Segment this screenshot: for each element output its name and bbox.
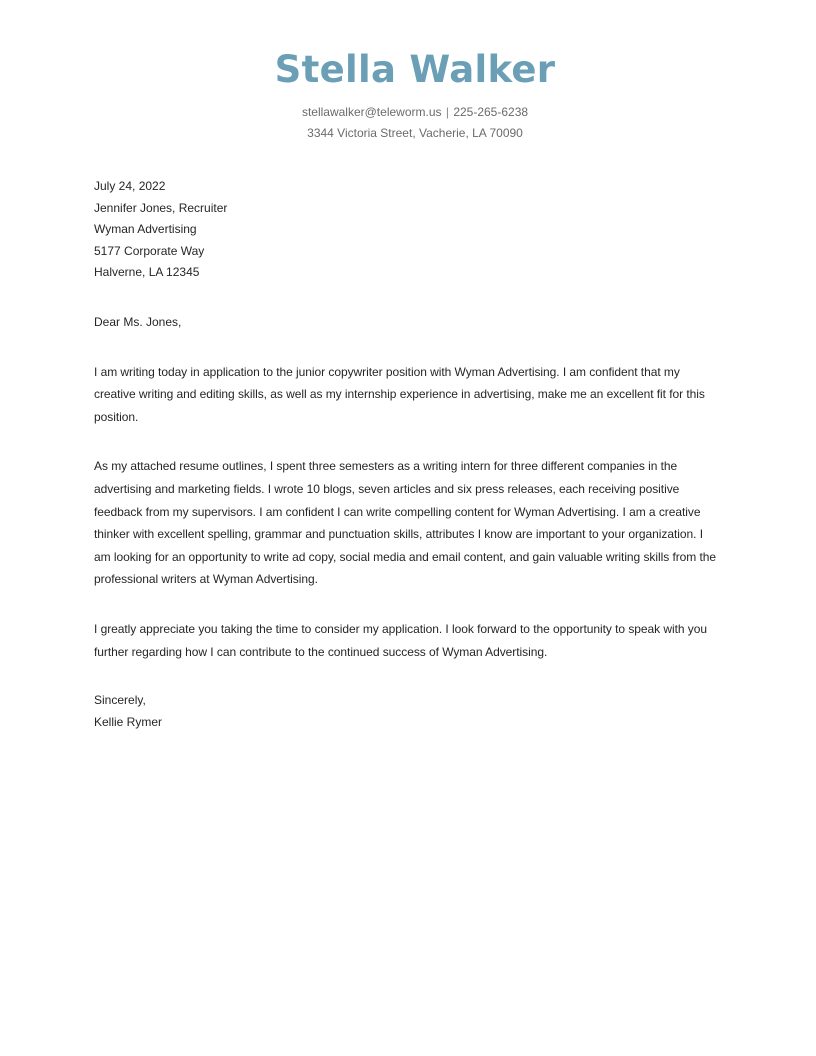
salutation: Dear Ms. Jones, <box>94 314 182 329</box>
phone-number: 225-265-6238 <box>453 105 529 119</box>
valediction: Sincerely, <box>94 693 146 708</box>
closing-block <box>94 690 720 733</box>
recipient-block <box>94 176 720 284</box>
paragraph-experience: As my attached resume outlines, I spent three semesters as a writing intern for three different companies in the advertising and marketing fields. I wrote 10 blogs, seven articles and six press releases, each receiving positive feedback from my supervisors. I am confident I can write compelling content for Wyman Advertising. I am a creative thinker with excellent spelling, grammar and punctuation skills, attributes I know are important to your organization. I am looking for an opportunity to write ad copy, social media and email content, and gain valuable writing skills from the professional writers at Wyman Advertising. <box>94 459 717 587</box>
letter-header <box>0 44 816 144</box>
letter-date: July 24, 2022 <box>94 179 166 193</box>
signature-name: Kellie Rymer <box>94 714 163 729</box>
letter-body <box>94 176 720 733</box>
email-address[interactable]: stellawalker@teleworm.us <box>301 105 442 119</box>
contact-separator: | <box>445 105 449 119</box>
paragraph-intro: I am writing today in application to the junior copywriter position with Wyman Advertising. I am confident that my creative writing and editing skills, as well as my internship experience in advertising, make me an excellent fit for this position. <box>94 364 705 424</box>
recipient-contact: Jennifer Jones, Recruiter <box>94 200 228 215</box>
recipient-street: 5177 Corporate Way <box>94 243 205 258</box>
recipient-city: Halverne, LA 12345 <box>94 265 200 280</box>
home-address: 3344 Victoria Street, Vacherie, LA 70090 <box>307 126 523 140</box>
recipient-company: Wyman Advertising <box>94 222 197 237</box>
contact-line <box>0 102 816 123</box>
applicant-name: Stella Walker <box>274 48 556 91</box>
paragraph-closing: I greatly appreciate you taking the time to consider my application. I look forward to the opportunity to speak with you further regarding how I can contribute to the continued success of Wyman Advertising. <box>94 621 708 659</box>
